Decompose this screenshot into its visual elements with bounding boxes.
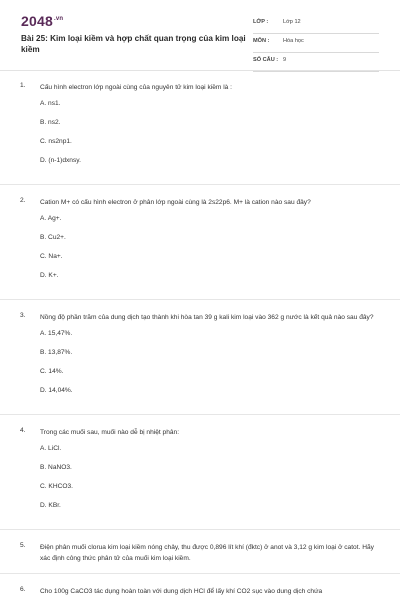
question-item bbox=[0, 82, 400, 185]
answer-option[interactable]: D. K+. bbox=[40, 272, 59, 279]
answer-option[interactable]: B. NaNO3. bbox=[40, 464, 72, 471]
answer-option[interactable]: B. ns2. bbox=[40, 119, 61, 126]
question-divider bbox=[0, 573, 400, 574]
question-text: Cation M+ có cấu hình electron ở phân lớp ngoài cùng là 2s22p6. M+ là cation nào sau đây? bbox=[40, 199, 311, 206]
question-number: 3. bbox=[20, 312, 26, 319]
answer-option[interactable]: B. 13,87%. bbox=[40, 349, 73, 356]
answer-option[interactable]: D. KBr. bbox=[40, 502, 61, 509]
question-divider bbox=[0, 299, 400, 300]
answer-option[interactable]: C. ns2np1. bbox=[40, 138, 72, 145]
info-value: 9 bbox=[283, 57, 287, 63]
answer-option[interactable]: A. Ag+. bbox=[40, 215, 62, 222]
question-item bbox=[0, 586, 400, 597]
question-divider bbox=[0, 184, 400, 185]
answer-option[interactable]: A. 15,47%. bbox=[40, 330, 73, 337]
answer-option[interactable]: C. KHCO3. bbox=[40, 483, 73, 490]
lesson-title: Bài 25: Kim loại kiềm và hợp chất quan trọng của kim loại kiềm bbox=[21, 34, 246, 54]
answer-option[interactable]: C. 14%. bbox=[40, 368, 64, 375]
question-item bbox=[0, 427, 400, 530]
info-panel bbox=[253, 16, 379, 73]
answer-option[interactable]: C. Na+. bbox=[40, 253, 63, 260]
question-text: Cho 100g CaCO3 tác dụng hoàn toàn với dung dịch HCl để lấy khí CO2 sục vào dung dịch chứa bbox=[40, 588, 323, 595]
answer-option[interactable]: D. 14,04%. bbox=[40, 387, 73, 394]
question-divider bbox=[0, 414, 400, 415]
question-item bbox=[0, 542, 400, 574]
logo-main: 2048 bbox=[21, 13, 53, 29]
option-list bbox=[40, 444, 400, 520]
question-number: 5. bbox=[20, 542, 26, 549]
option-list bbox=[40, 329, 400, 405]
info-value: Hóa học bbox=[283, 38, 304, 44]
question-list bbox=[0, 82, 400, 597]
logo-tld: .vn bbox=[53, 16, 64, 23]
info-row-class bbox=[253, 16, 379, 34]
header-divider bbox=[0, 70, 400, 71]
question-number: 4. bbox=[20, 427, 26, 434]
question-item bbox=[0, 197, 400, 300]
question-text: Điện phân muối clorua kim loại kiềm nóng chảy, thu được 0,896 lít khí (đktc) ở anot và 3,12 g kim loại ở catot. Hãy xác định công thức phân tử của muối kim loại kiềm. bbox=[40, 544, 374, 562]
answer-option[interactable]: A. ns1. bbox=[40, 100, 61, 107]
question-item bbox=[0, 312, 400, 415]
question-divider bbox=[0, 529, 400, 530]
answer-option[interactable]: D. (n-1)dxnsy. bbox=[40, 157, 81, 164]
worksheet-header bbox=[0, 0, 400, 70]
answer-option[interactable]: A. LiCl. bbox=[40, 445, 62, 452]
question-number: 6. bbox=[20, 586, 26, 593]
question-number: 2. bbox=[20, 197, 26, 204]
question-text: Cấu hình electron lớp ngoài cùng của nguyên tử kim loại kiềm là : bbox=[40, 84, 233, 91]
info-value: Lớp 12 bbox=[283, 19, 301, 25]
question-text: Nồng độ phần trăm của dung dịch tạo thành khi hòa tan 39 g kali kim loại vào 362 g nước là kết quả nào sau đây? bbox=[40, 314, 374, 321]
question-text: Trong các muối sau, muối nào dễ bị nhiệt phân: bbox=[40, 429, 180, 436]
site-logo[interactable] bbox=[21, 13, 63, 29]
info-label: SỐ CÂU : bbox=[253, 57, 279, 63]
answer-option[interactable]: B. Cu2+. bbox=[40, 234, 66, 241]
info-row-subject bbox=[253, 35, 379, 53]
option-list bbox=[40, 99, 400, 175]
question-number: 1. bbox=[20, 82, 26, 89]
option-list bbox=[40, 214, 400, 290]
info-label: LỚP : bbox=[253, 19, 269, 25]
info-label: MÔN : bbox=[253, 38, 270, 44]
